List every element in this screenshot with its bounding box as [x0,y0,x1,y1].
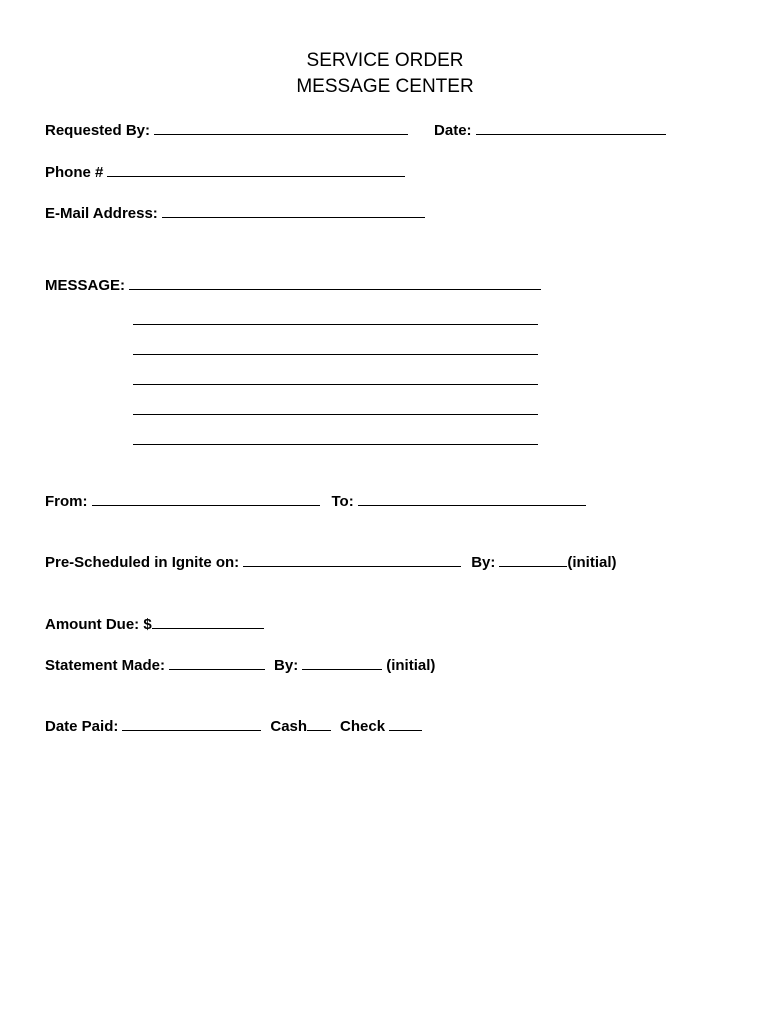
date-paid-row [45,716,422,737]
statement-made-label: Statement Made: [45,657,166,674]
form-title-line2: MESSAGE CENTER [296,76,474,97]
date-field[interactable] [476,120,666,135]
statement-by-label: By: [274,657,299,674]
statement-made-row [45,655,435,676]
message-field-line-4[interactable] [133,383,538,385]
message-field-line-5[interactable] [133,413,538,415]
email-row [45,203,425,224]
message-field-line-6[interactable] [133,443,538,445]
message-field-line-2[interactable] [133,323,538,325]
check-field[interactable] [389,716,422,731]
to-label: To: [331,493,354,510]
amount-due-row [45,614,264,635]
amount-due-field[interactable] [152,614,264,629]
from-field[interactable] [92,491,320,506]
to-field[interactable] [358,491,586,506]
requested-by-label: Requested By: [45,122,151,139]
prescheduled-by-label: By: [471,554,496,571]
prescheduled-label: Pre-Scheduled in Ignite on: [45,554,240,571]
cash-field[interactable] [307,716,331,731]
statement-made-field[interactable] [169,655,265,670]
amount-due-label: Amount Due: $ [45,616,152,633]
statement-initial-label: (initial) [386,657,436,674]
message-field-line-3[interactable] [133,353,538,355]
message-row [45,275,541,296]
requested-by-field[interactable] [154,120,408,135]
phone-field[interactable] [107,162,405,177]
prescheduled-initial-label: (initial) [567,554,617,571]
statement-by-field[interactable] [302,655,382,670]
from-to-row [45,491,586,512]
requested-by-row [45,120,666,141]
date-label: Date: [434,122,472,139]
message-label: MESSAGE: [45,277,126,294]
cash-label: Cash [270,718,308,735]
check-label: Check [340,718,386,735]
phone-row [45,162,405,183]
from-label: From: [45,493,88,510]
date-paid-field[interactable] [122,716,261,731]
prescheduled-by-field[interactable] [499,552,567,567]
email-label: E-Mail Address: [45,205,158,222]
prescheduled-field[interactable] [243,552,461,567]
phone-label: Phone # [45,164,104,181]
prescheduled-row [45,552,617,573]
email-field[interactable] [162,203,425,218]
date-paid-label: Date Paid: [45,718,119,735]
form-title-line1: SERVICE ORDER [306,50,464,71]
message-field-line-1[interactable] [129,275,541,290]
